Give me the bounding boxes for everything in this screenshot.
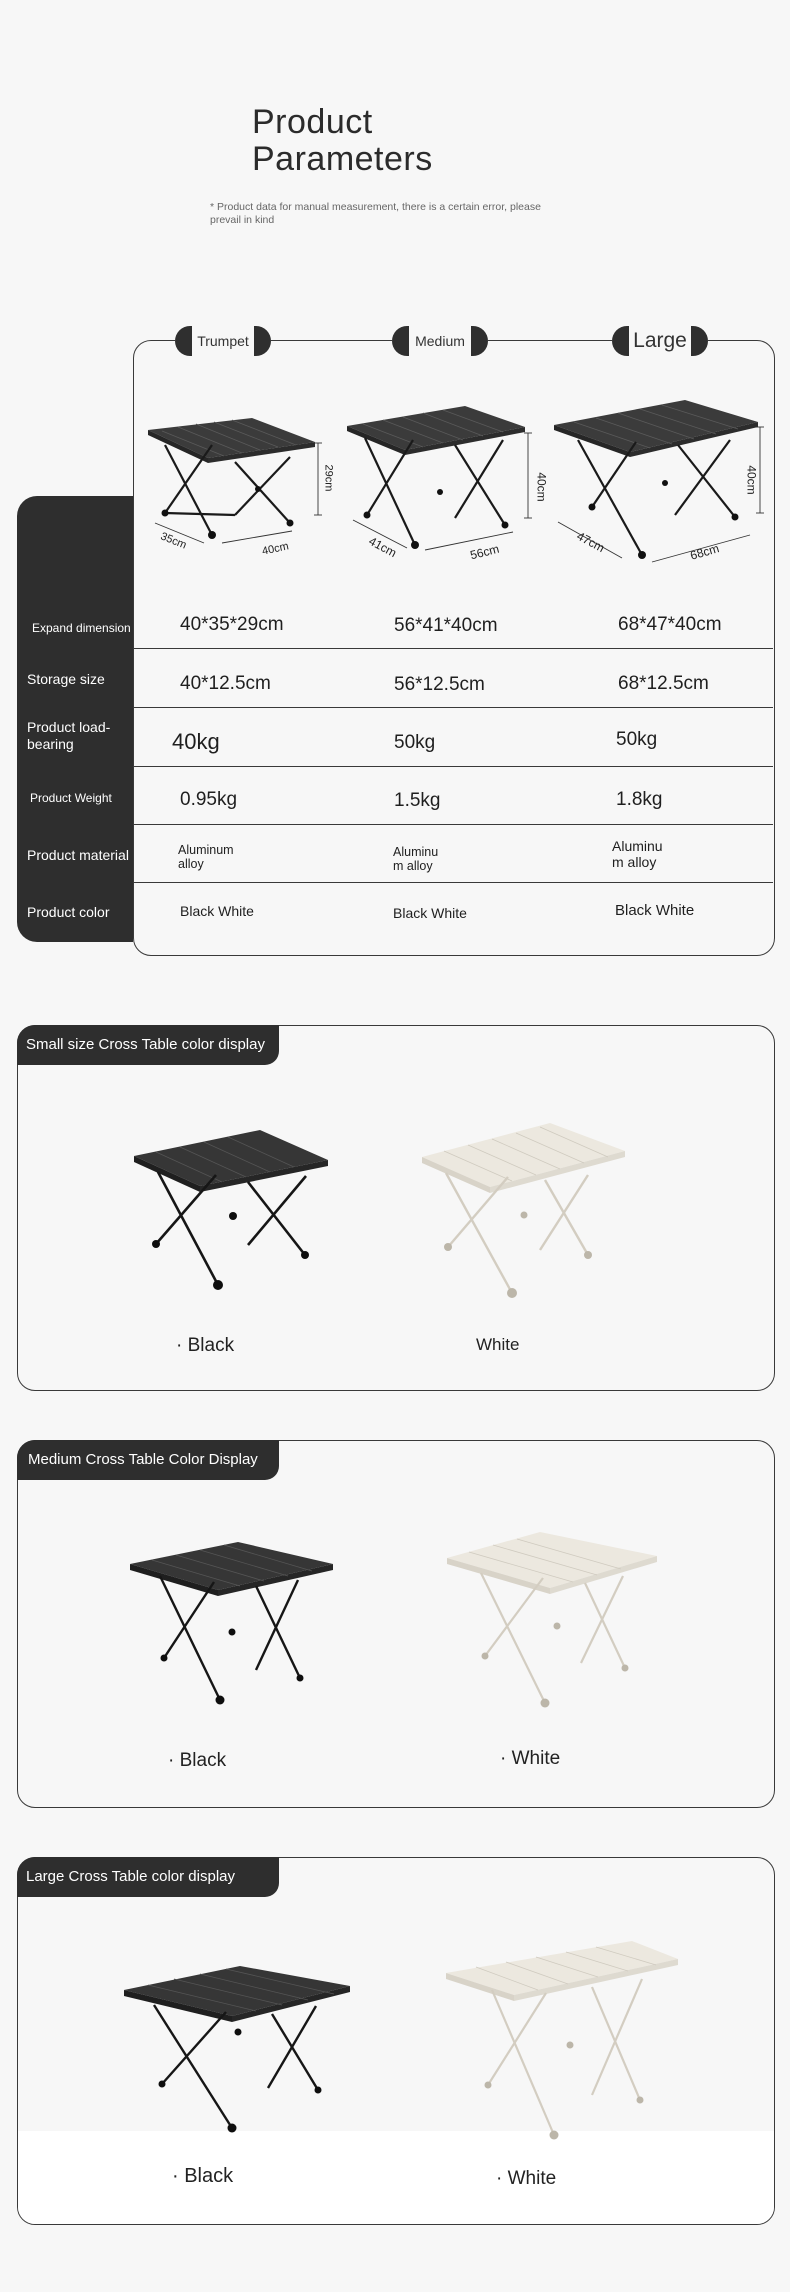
storage-size-medium: 56*12.5cm bbox=[394, 674, 485, 695]
row-label-expand-dimension: Expand dimension bbox=[32, 621, 131, 635]
color-small: Black White bbox=[180, 903, 254, 919]
medium-color-display-title: Medium Cross Table Color Display bbox=[17, 1440, 279, 1480]
size-label-medium: Medium bbox=[415, 333, 465, 349]
large-black-label: · Black bbox=[172, 2165, 234, 2187]
measurement-note: * Product data for manual measurement, there is a certain error, please prevail in kind bbox=[210, 201, 541, 226]
weight-small: 0.95kg bbox=[180, 789, 238, 810]
material-small: Aluminum alloy bbox=[178, 843, 234, 871]
medium-width-label: 56cm bbox=[468, 541, 501, 563]
row-label-load-bearing: Product load-bearing bbox=[27, 719, 111, 752]
storage-size-large: 68*12.5cm bbox=[618, 673, 709, 694]
title-line-2: Parameters bbox=[252, 140, 433, 178]
small-color-display-title: Small size Cross Table color display bbox=[17, 1025, 279, 1065]
row-divider bbox=[133, 648, 773, 649]
size-tab-medium bbox=[392, 326, 488, 356]
color-medium: Black White bbox=[393, 905, 467, 921]
medium-white-label: · White bbox=[500, 1748, 561, 1769]
row-divider bbox=[133, 882, 773, 883]
small-white-table-image bbox=[420, 1115, 630, 1300]
medium-height-label: 40cm bbox=[534, 472, 549, 502]
storage-size-small: 40*12.5cm bbox=[180, 673, 271, 694]
title-line-1: Product bbox=[252, 103, 373, 141]
page-title bbox=[252, 104, 433, 178]
material-medium: Aluminu m alloy bbox=[393, 845, 439, 873]
medium-black-table-image bbox=[128, 1538, 338, 1713]
size-tab-large bbox=[612, 326, 708, 356]
large-width-label: 68cm bbox=[688, 541, 721, 563]
large-color-display-title: Large Cross Table color display bbox=[17, 1857, 279, 1897]
row-label-product-color: Product color bbox=[27, 903, 110, 920]
medium-depth-label: 41cm bbox=[366, 533, 399, 561]
small-white-label: White bbox=[476, 1335, 520, 1354]
large-white-table-image bbox=[442, 1935, 682, 2140]
color-large: Black White bbox=[615, 902, 695, 919]
size-label-large: Large bbox=[633, 329, 687, 352]
small-black-label: · Black bbox=[176, 1335, 235, 1356]
weight-medium: 1.5kg bbox=[394, 790, 441, 811]
weight-large: 1.8kg bbox=[616, 789, 663, 810]
size-label-small: Trumpet bbox=[197, 333, 249, 349]
material-large: Aluminu m alloy bbox=[612, 838, 663, 870]
size-tab-small bbox=[175, 326, 271, 356]
row-divider bbox=[133, 824, 773, 825]
small-depth-label: 35cm bbox=[158, 530, 189, 552]
small-black-table-image bbox=[130, 1120, 340, 1295]
load-bearing-small: 40kg bbox=[172, 729, 220, 754]
row-label-storage-size: Storage size bbox=[27, 670, 105, 687]
expand-dimension-large: 68*47*40cm bbox=[618, 614, 722, 635]
load-bearing-large: 50kg bbox=[616, 729, 658, 750]
expand-dimension-small: 40*35*29cm bbox=[180, 614, 284, 635]
large-depth-label: 47cm bbox=[574, 528, 607, 556]
medium-white-table-image bbox=[445, 1528, 660, 1713]
row-label-product-material: Product material bbox=[27, 846, 129, 863]
row-divider bbox=[133, 766, 773, 767]
row-label-product-weight: Product Weight bbox=[30, 790, 112, 805]
large-white-label: · White bbox=[496, 2168, 557, 2189]
large-height-label: 40cm bbox=[744, 465, 759, 495]
medium-black-label: · Black bbox=[168, 1750, 227, 1771]
small-height-label: 29cm bbox=[322, 464, 335, 492]
load-bearing-medium: 50kg bbox=[394, 732, 436, 753]
expand-dimension-medium: 56*41*40cm bbox=[394, 615, 498, 636]
row-divider bbox=[133, 707, 773, 708]
small-width-label: 40cm bbox=[261, 540, 290, 558]
large-black-table-image bbox=[122, 1960, 354, 2135]
